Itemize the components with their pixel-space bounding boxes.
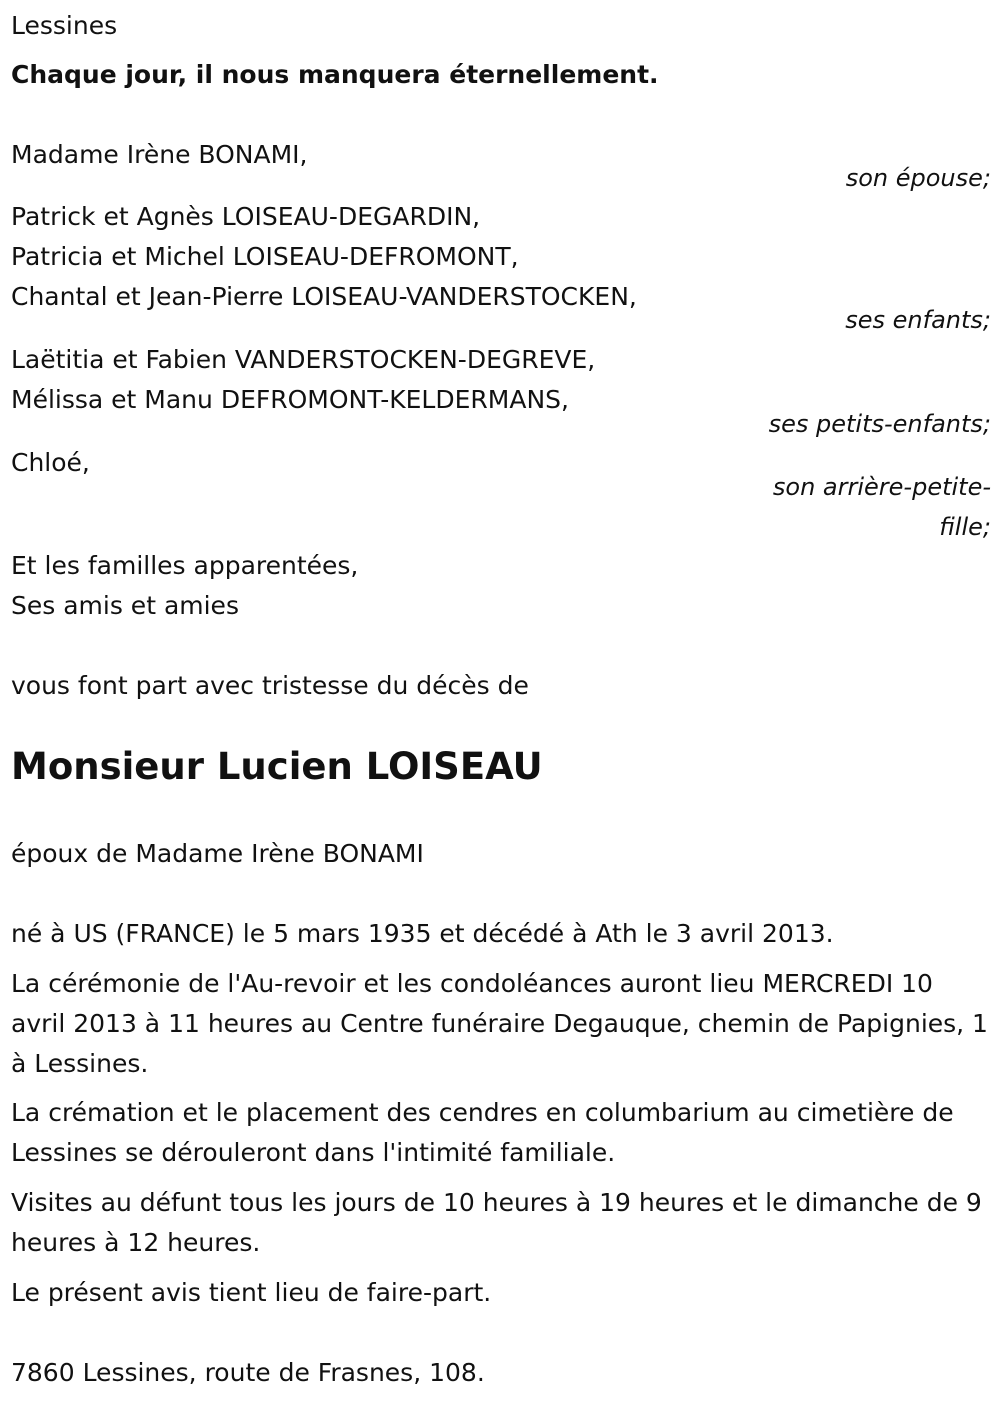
visits-paragraph: Visites au défunt tous les jours de 10 heures à 19 heures et le dimanche de 9 heures à 12 heures.	[11, 1188, 982, 1257]
great-grandchild-role-line2: fille;	[939, 513, 991, 541]
announcement-text: vous font part avec tristesse du décès de	[11, 671, 529, 700]
motto: Chaque jour, il nous manquera éternellement.	[11, 60, 659, 89]
child-name-2: Patricia et Michel LOISEAU-DEFROMONT,	[11, 242, 519, 271]
friends-line: Ses amis et amies	[11, 591, 239, 620]
grandchild-name-2: Mélissa et Manu DEFROMONT-KELDERMANS,	[11, 385, 569, 414]
grandchildren-role: ses petits-enfants;	[768, 410, 991, 438]
spouse-name: Madame Irène BONAMI,	[11, 140, 308, 169]
notice-paragraph: Le présent avis tient lieu de faire-part.	[11, 1278, 492, 1307]
grandchild-name-1: Laëtitia et Fabien VANDERSTOCKEN-DEGREVE,	[11, 345, 596, 374]
spouse-of-text: époux de Madame Irène BONAMI	[11, 839, 424, 868]
cremation-paragraph: La crémation et le placement des cendres en columbarium au cimetière de Lessines se dérouleront dans l'intimité familiale.	[11, 1098, 954, 1167]
child-name-1: Patrick et Agnès LOISEAU-DEGARDIN,	[11, 202, 481, 231]
birth-death-text: né à US (FRANCE) le 5 mars 1935 et décédé à Ath le 3 avril 2013.	[11, 919, 834, 948]
ceremony-paragraph: La cérémonie de l'Au-revoir et les condoléances auront lieu MERCREDI 10 avril 2013 à 11 heures au Centre funéraire Degauque, chemin de Papignies, 1 à Lessines.	[11, 969, 988, 1078]
spouse-role: son épouse;	[845, 164, 991, 192]
deceased-name: Monsieur Lucien LOISEAU	[11, 745, 543, 788]
relatives-line: Et les familles apparentées,	[11, 551, 359, 580]
location-heading: Lessines	[11, 11, 118, 40]
address-line: 7860 Lessines, route de Frasnes, 108.	[11, 1358, 485, 1387]
obituary-notice	[11, 0, 991, 1407]
children-role: ses enfants;	[845, 306, 991, 334]
great-grandchild-name: Chloé,	[11, 448, 90, 477]
child-name-3: Chantal et Jean-Pierre LOISEAU-VANDERSTOCKEN,	[11, 282, 637, 311]
great-grandchild-role-line1: son arrière-petite-	[772, 473, 991, 501]
